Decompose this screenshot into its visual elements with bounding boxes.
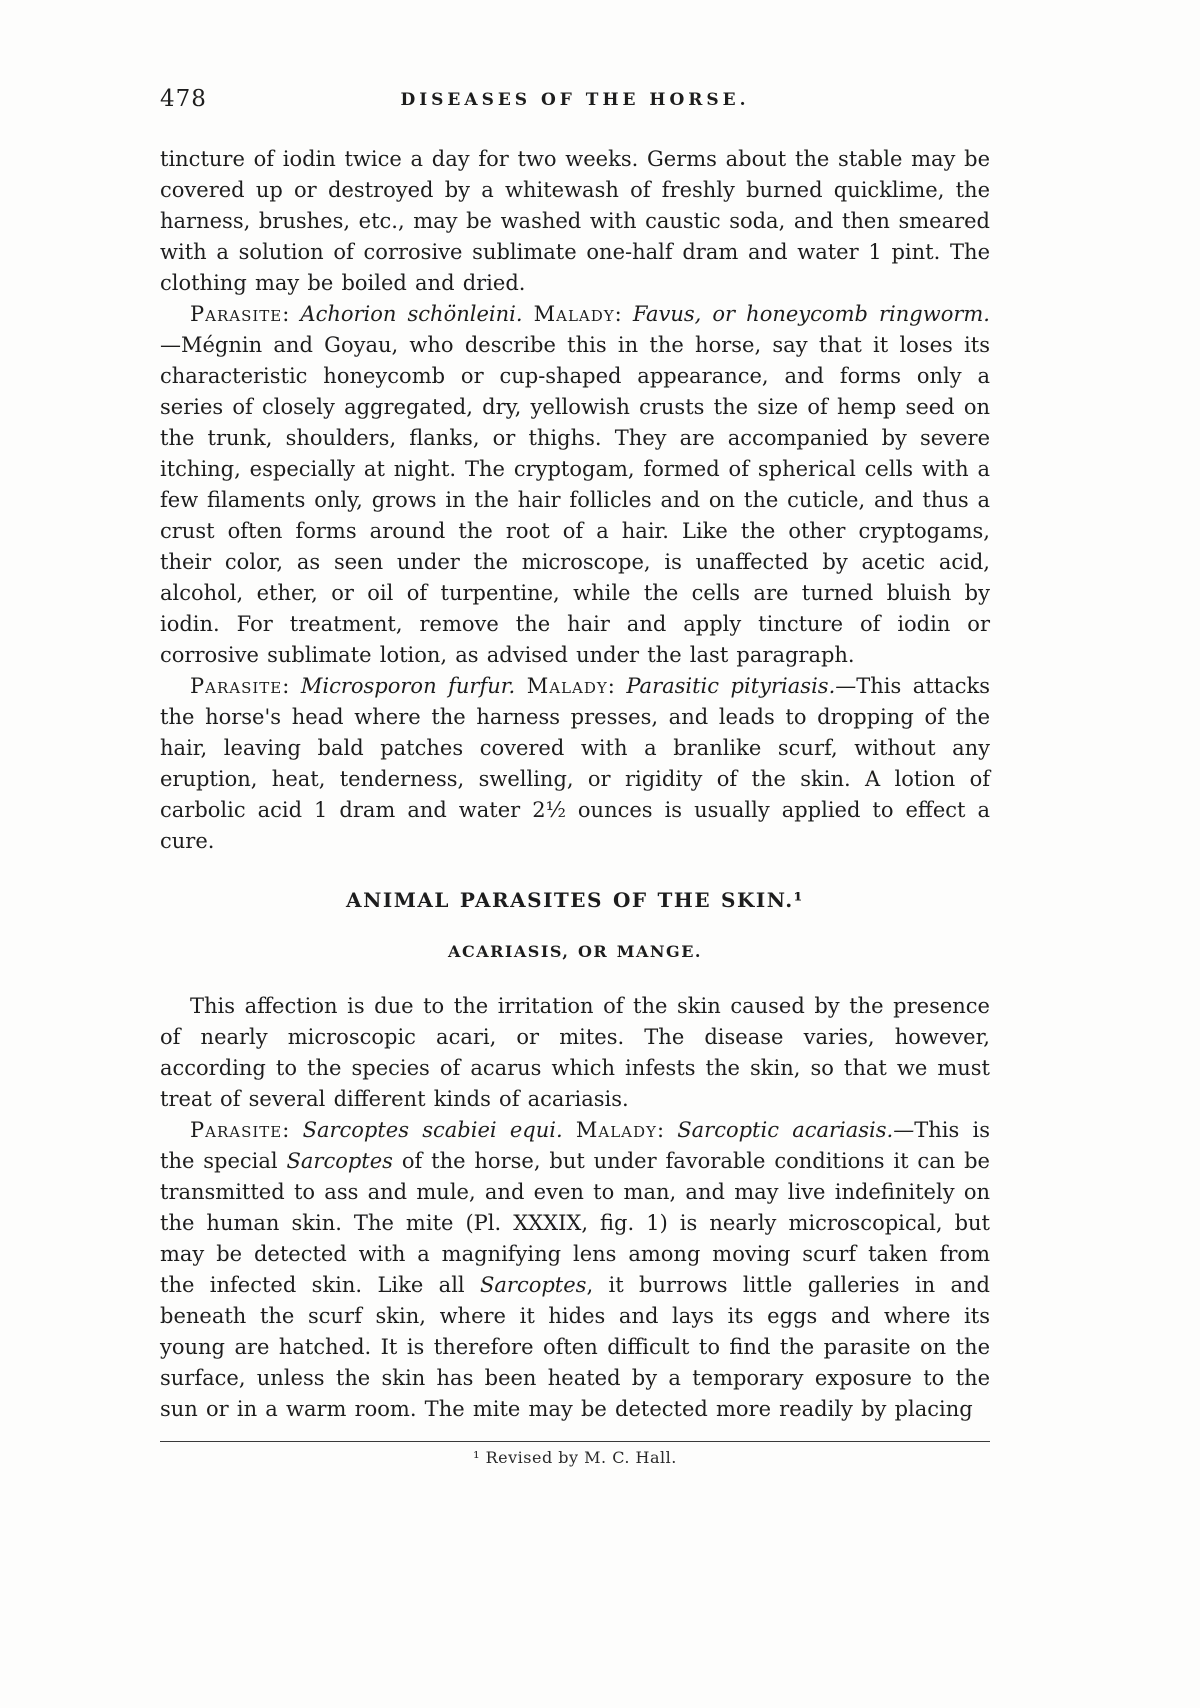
footnote: ¹ Revised by M. C. Hall.	[473, 1448, 677, 1467]
body-text-run	[515, 674, 527, 698]
paragraph	[160, 144, 990, 299]
italic-text: Parasitic pityriasis.—	[626, 674, 857, 698]
smallcaps-text: Malady	[533, 302, 615, 326]
body-text-run	[563, 1118, 576, 1142]
body-text-run: of the horse, but under favorable conditions it can be transmitted to ass and mule, and even to man, and may live indefinitely on the human skin. The mite (Pl. XXXIX, fig. 1) is nearly microscopical, but may be detected with a magnifying lens among moving scurf taken from the infected skin. Like all	[160, 1149, 990, 1297]
body-text-run: tincture of iodin twice a day for two weeks. Germs about the stable may be covered up or destroyed by a whitewash of freshly burned quicklime, the harness, brushes, etc., may be washed with caustic soda, and then smeared with a solution of corrosive sublimate one-half dram and water 1 pint. The clothing may be boiled and dried.	[160, 147, 990, 295]
body-text-run: :	[282, 302, 301, 326]
italic-text: Sarcoptes	[286, 1149, 393, 1173]
running-head	[160, 86, 990, 120]
body-text-run: —Mégnin and Goyau, who describe this in the horse, say that it loses its characteristic honeycomb or cup-shaped appearance, and forms only a series of closely aggregated, dry, yellowish crusts the size of hemp seed on the trunk, shoulders, flanks, or thighs. They are accompanied by severe itching, especially at night. The cryptogam, formed of spherical cells with a few filaments only, grows in the hair follicles and on the cuticle, and thus a crust often forms around the root of a hair. Like the other cryptogams, their color, as seen under the microscope, is unaffected by acetic acid, alcohol, ether, or oil of turpentine, while the cells are turned bluish by iodin. For treatment, remove the hair and apply tincture of iodin or corrosive sublimate lotion, as advised under the last paragraph.	[160, 333, 990, 667]
smallcaps-text: Parasite	[190, 674, 283, 698]
paragraph	[160, 1115, 990, 1425]
smallcaps-text: Malady	[575, 1118, 657, 1142]
paragraph	[160, 299, 990, 671]
italic-text: Favus, or honeycomb ringworm.	[632, 302, 990, 326]
section-heading: ANIMAL PARASITES OF THE SKIN.¹	[346, 888, 804, 912]
body-text-run: , it burrows little galleries in and beneath the scurf skin, where it hides and lays its eggs and where its young are hatched. It is therefore often difficult to find the parasite on the surface, unless the skin has been heated by a temporary exposure to the sun or in a warm room. The mite may be detected more readily by placing	[160, 1273, 990, 1421]
italic-text: Achorion schönleini.	[300, 302, 523, 326]
italic-text: Microsporon furfur.	[300, 674, 516, 698]
body-text-run: :	[282, 674, 301, 698]
body-text-run: :	[282, 1118, 303, 1142]
body-text-run: This is the special	[160, 1118, 990, 1173]
paragraph	[160, 671, 990, 857]
page-body	[160, 144, 990, 1425]
smallcaps-text: Parasite	[190, 302, 283, 326]
body-text-run: :	[607, 674, 627, 698]
smallcaps-text: Malady	[526, 674, 608, 698]
footnote-area	[160, 1441, 990, 1467]
sub-heading: ACARIASIS, OR MANGE.	[448, 942, 702, 961]
italic-text: Sarcoptes	[480, 1273, 587, 1297]
footnote-rule	[160, 1441, 990, 1442]
body-text-run: :	[614, 302, 633, 326]
body-text-run	[523, 302, 534, 326]
page-header-title: DISEASES OF THE HORSE.	[400, 90, 750, 110]
italic-text: Sarcoptes scabiei equi.	[302, 1118, 563, 1142]
smallcaps-text: Parasite	[190, 1118, 283, 1142]
body-text-run: This affection is due to the irritation of the skin caused by the presence of nearly microscopic acari, or mites. The disease varies, however, according to the species of acarus which infests the skin, so that we must treat of several different kinds of acariasis.	[160, 994, 990, 1111]
page-number: 478	[160, 86, 207, 112]
paragraph	[160, 991, 990, 1115]
body-text-run: :	[656, 1118, 678, 1142]
italic-text: Sarcoptic acariasis.—	[677, 1118, 915, 1142]
body-text-run: This attacks the horse's head where the harness presses, and leads to dropping of the hair, leaving bald patches covered with a branlike scurf, without any eruption, heat, tenderness, swelling, or rigidity of the skin. A lotion of carbolic acid 1 dram and water 2½ ounces is usually applied to effect a cure.	[160, 674, 990, 853]
